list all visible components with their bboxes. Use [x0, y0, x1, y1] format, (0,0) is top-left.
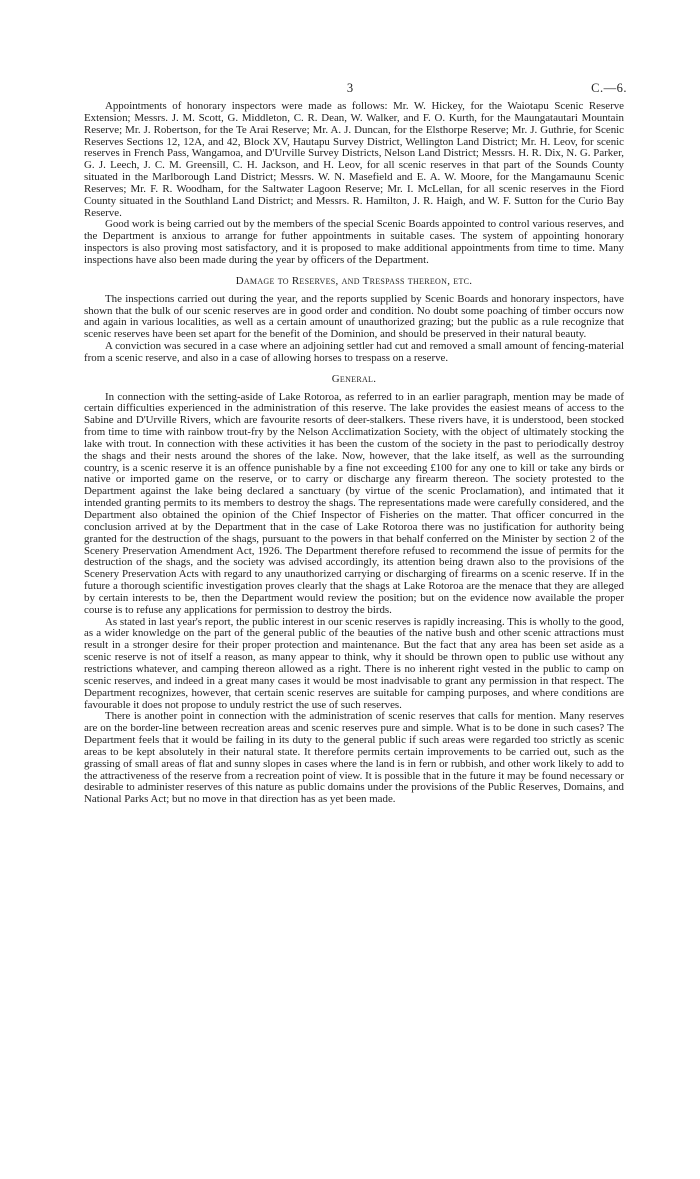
- paragraph-public-interest: As stated in last year's report, the public interest in our scenic reserves is rapidly increasing. This is wholly to the good, as a wider knowledge on the part of the general public of the beauties of the native bush and other scenic attractions must result in a stronger desire for their proper protection and maintenance. But the fact that any area has been set aside as a scenic reserve is not of itself a reason, as many appear to think, why it should be thrown open to public use without any restrictions whatever, and camping thereon allowed as a right. There is no inherent right vested in the public to camp on scenic reserves, and indeed in a great many cases it would be most inadvisable to grant any permission in that respect. The Department recognizes, however, that certain scenic reserves are suitable for camping purposes, and where conditions are favourable it does not propose to unduly restrict the use of such reserves.: [84, 615, 624, 711]
- page-number: 3: [346, 81, 354, 95]
- paragraph-honorary-inspectors: Appointments of honorary inspectors were made as follows: Mr. W. Hickey, for the Waiotapu Scenic Reserve Extension; Messrs. J. M. Scott, G. Middleton, C. R. Dean, W. Walker, and F. O. Kurth, for the Maungatautari Mountain Reserve; Mr. J. Robertson, for the Te Arai Reserve; Mr. A. J. Duncan, for the Elsthorpe Reserve; Mr. J. Guthrie, for Scenic Reserves Sections 12, 12A, and 42, Block XV, Hautapu Survey District, Wellington Land District; Mr. H. Leov, for scenic reserves in French Pass, Wangamoa, and D'Urville Survey Districts, Nelson Land District; Messrs. H. R. Dix, N. G. Parker, G. J. Leech, J. C. M. Greensill, C. H. Jackson, and H. Leov, for all scenic reserves in that part of the Sounds County situated in the Marlborough Land District; Messrs. W. N. Masefield and E. A. W. Moore, for the Mangamaunu Scenic Reserves; Mr. F. R. Woodham, for the Saltwater Lagoon Reserve; Mr. I. McLellan, for all scenic reserves in the Fiord County situated in the Southland Land District; and Messrs. R. Hamilton, J. R. Haigh, and W. F. Sutton for the Curio Bay Reserve.: [84, 100, 624, 219]
- paragraph-conviction: A conviction was secured in a case where an adjoining settler had cut and removed a small amount of fencing-material from a scenic reserve, and also in a case of allowing horses to trespass on a reserve.: [84, 340, 624, 364]
- section-heading-general: General.: [331, 372, 377, 385]
- paragraph-lake-rotoroa: In connection with the setting-aside of Lake Rotoroa, as referred to in an earlier paragraph, mention may be made of certain difficulties experienced in the administration of this reserve. The lake provides the easiest means of access to the Sabine and D'Urville Rivers, which are favourite resorts of deer-stalkers. These rivers have, it is understood, been stocked from time to time with rainbow trout-fry by the Nelson Acclimatization Society, with the object of ultimately stocking the lake with trout. In connection with these activities it has been the custom of the society in the past to periodically destroy the shags and their nests around the shores of the lake. Now, however, that the lake itself, as well as the surrounding country, is a scenic reserve it is an offence punishable by a fine not exceeding £100 for any one to kill or take any birds or native or imported game on the reserve, or to carry or discharge any firearm thereon. The society protested to the Department against the lake being declared a sanctuary (by virtue of the scenic Proclamation), and intimated that it intended granting permits to its members to destroy the shags. The representations made were carefully considered, and the Department also obtained the opinion of the Chief Inspector of Fisheries on the matter. That officer concurred in the conclusion arrived at by the Department that in the case of Lake Rotoroa there was no justification for authority being granted for the destruction of the shags, pursuant to the powers in that behalf conferred on the Minister by section 2 of the Scenery Preservation Amendment Act, 1926. The Department therefore refused to recommend the issue of permits for the destruction of the shags, and the society was advised accordingly, its attention being drawn also to the provisions of the Scenery Preservation Acts with regard to any unauthorized carrying or discharging of firearms on a scenic reserve. If in the future a thorough scientific investigation proves clearly that the shags at Lake Rotoroa are the menace that they are alleged by certain interests to be, then the Department would review the position; but on the evidence now available the proper course is to refuse any applications for permission to destroy the birds.: [84, 390, 624, 616]
- paragraph-inspections: The inspections carried out during the year, and the reports supplied by Scenic Boards and honorary inspectors, have shown that the bulk of our scenic reserves are in good order and condition. No doubt some poaching of timber occurs now and again in various localities, as well as a certain amount of unauthorized grazing; but the public as a rule recognize that scenic reserves have been set apart for the benefit of the Dominion, and should be preserved in their natural beauty.: [84, 292, 624, 341]
- document-reference: C.—6.: [591, 81, 627, 95]
- report-body: [84, 101, 624, 806]
- section-heading-damage: Damage to Reserves, and Trespass thereon, etc.: [235, 274, 473, 287]
- paragraph-recreation-areas: There is another point in connection with the administration of scenic reserves that calls for mention. Many reserves are on the border-line between recreation areas and scenic reserves pure and simple. What is to be done in such cases? The Department feels that it would be failing in its duty to the general public if such areas were regarded too strictly as scenic areas to be kept absolutely in their natural state. It therefore permits certain improvements to be carried out, such as the grassing of small areas of flat and sunny slopes in cases where the land is in fern or rubbish, and other work likely to add to the attractiveness of the reserve from a recreation point of view. It is possible that in the future it may be found necessary or desirable to administer reserves of this nature as public domains under the provisions of the Public Reserves, Domains, and National Parks Act; but no move in that direction has as yet been made.: [84, 710, 624, 806]
- paragraph-scenic-boards: Good work is being carried out by the members of the special Scenic Boards appointed to control various reserves, and the Department is anxious to arrange for futher appointments in suitable cases. The system of appointing honorary inspectors is also proving most satisfactory, and it is proposed to make additional appointments from time to time. Many inspections have also been made during the year by officers of the Department.: [84, 218, 624, 266]
